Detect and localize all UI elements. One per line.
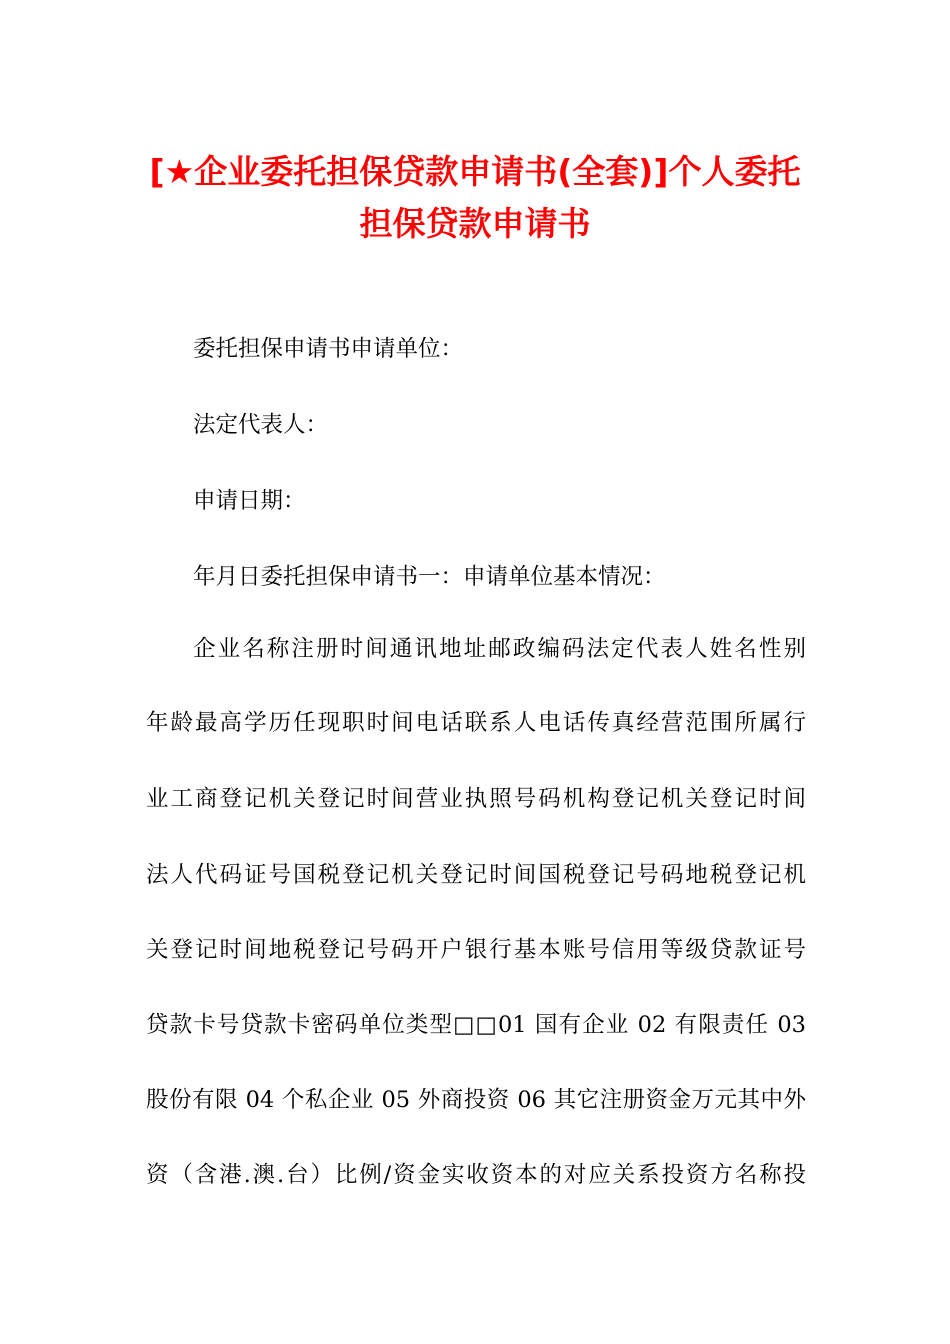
title-line-2: 担保贷款申请书 bbox=[359, 204, 591, 243]
body-line: 业工商登记机关登记时间营业执照号码机构登记机关登记时间 bbox=[146, 786, 806, 812]
body-line: 关登记时间地税登记号码开户银行基本账号信用等级贷款证号 bbox=[146, 937, 806, 963]
body-line: 股份有限 04 个私企业 05 外商投资 06 其它注册资金万元其中外 bbox=[146, 1087, 806, 1113]
body-line: 贷款卡号贷款卡密码单位类型□□01 国有企业 02 有限责任 03 bbox=[146, 1012, 806, 1038]
field-applicant-unit: 委托担保申请书申请单位： bbox=[193, 336, 464, 362]
body-line: 企业名称注册时间通讯地址邮政编码法定代表人姓名性别 bbox=[193, 636, 806, 662]
document-title bbox=[100, 146, 850, 250]
body-line: 资（含港.澳.台）比例/资金实收资本的对应关系投资方名称投 bbox=[146, 1162, 806, 1188]
field-section-heading: 年月日委托担保申请书一：申请单位基本情况： bbox=[193, 564, 666, 590]
body-line: 法人代码证号国税登记机关登记时间国税登记号码地税登记机 bbox=[146, 862, 806, 888]
field-legal-representative: 法定代表人： bbox=[193, 412, 329, 438]
body-line: 年龄最高学历任现职时间电话联系人电话传真经营范围所属行 bbox=[146, 710, 806, 736]
title-line-1: [★企业委托担保贷款申请书(全套)]个人委托 bbox=[149, 152, 801, 191]
field-application-date: 申请日期： bbox=[193, 488, 306, 514]
